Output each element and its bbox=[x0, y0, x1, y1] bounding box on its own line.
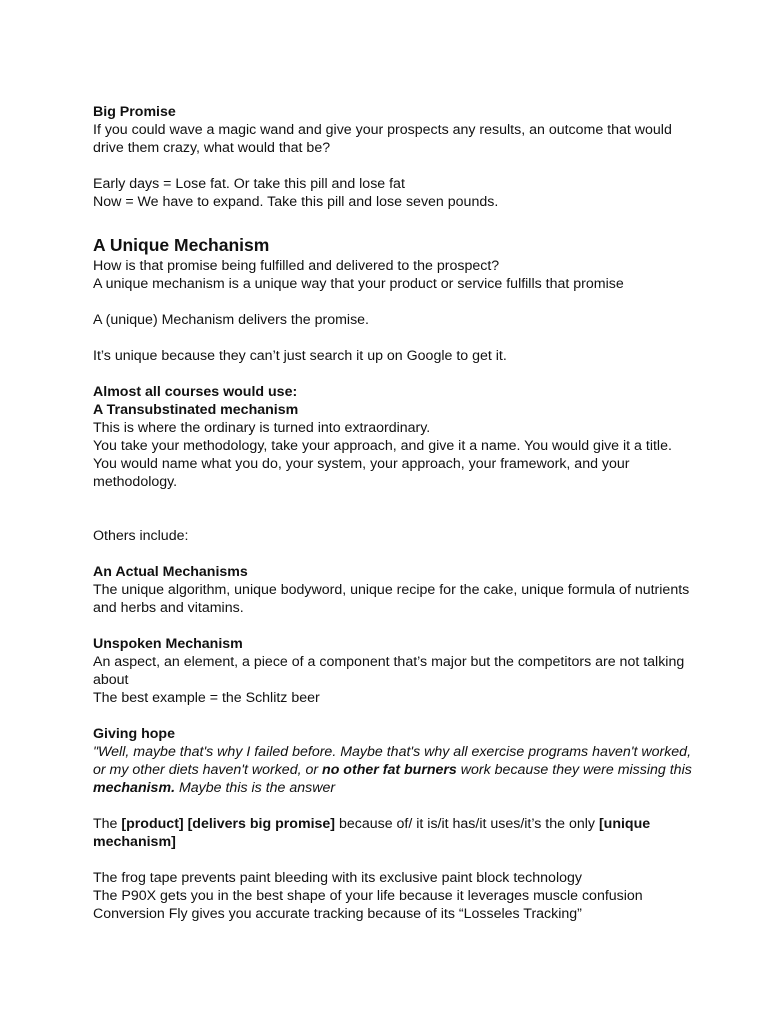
actual-mechanisms-heading: An Actual Mechanisms bbox=[93, 564, 248, 580]
giving-hope-quote bbox=[93, 743, 693, 797]
formula-part1: The bbox=[93, 816, 122, 832]
quote-bold-mechanism: mechanism. bbox=[93, 780, 176, 796]
giving-hope-heading: Giving hope bbox=[93, 726, 175, 742]
unique-mechanism-line1: How is that promise being fulfilled and delivered to the prospect? bbox=[93, 258, 500, 274]
others-intro: Others include: bbox=[93, 528, 189, 544]
courses-line2: You take your methodology, take your approach, and give it a name. You would give it a title. bbox=[93, 438, 672, 454]
quote-part3: work because they were missing this bbox=[456, 762, 692, 778]
quote-part1: "Well, maybe that's why I failed before. Maybe that's why all exercise programs haven't worked, or my other diets haven't worked, or bbox=[93, 744, 692, 778]
courses-line1: This is where the ordinary is turned into extraordinary. bbox=[93, 420, 431, 436]
unique-mechanism-heading: A Unique Mechanism bbox=[93, 235, 270, 255]
unspoken-mechanism-example: The best example = the Schlitz beer bbox=[93, 690, 320, 706]
big-promise-text: If you could wave a magic wand and give your prospects any results, an outcome that would drive them crazy, what would that be? bbox=[93, 122, 672, 156]
early-days-text: Early days = Lose fat. Or take this pill and lose fat bbox=[93, 176, 405, 192]
unspoken-mechanism-text: An aspect, an element, a piece of a component that’s major but the competitors are not talking about bbox=[93, 654, 685, 688]
unique-mechanism-line4: It’s unique because they can’t just search it up on Google to get it. bbox=[93, 348, 507, 364]
example-line: Conversion Fly gives you accurate tracking because of its “Losseles Tracking” bbox=[93, 906, 582, 922]
unspoken-mechanism-heading: Unspoken Mechanism bbox=[93, 636, 243, 652]
courses-subheading: A Transubstinated mechanism bbox=[93, 402, 299, 418]
now-text: Now = We have to expand. Take this pill and lose seven pounds. bbox=[93, 194, 499, 210]
formula-part3: because of/ it is/it has/it uses/it’s the only bbox=[335, 816, 599, 832]
unique-mechanism-line3: A (unique) Mechanism delivers the promise. bbox=[93, 312, 369, 328]
actual-mechanisms-text: The unique algorithm, unique bodyword, unique recipe for the cake, unique formula of nutrients and herbs and vitamins. bbox=[93, 582, 690, 616]
big-promise-heading: Big Promise bbox=[93, 104, 176, 120]
unique-mechanism-line2: A unique mechanism is a unique way that your product or service fulfills that promise bbox=[93, 276, 624, 292]
quote-bold-fat-burners: no other fat burners bbox=[322, 762, 457, 778]
courses-heading: Almost all courses would use: bbox=[93, 384, 298, 400]
example-line: The frog tape prevents paint bleeding with its exclusive paint block technology bbox=[93, 870, 582, 886]
formula-unique-mechanism: [unique mechanism] bbox=[93, 816, 651, 850]
courses-line3: You would name what you do, your system, your approach, your framework, and your methodology. bbox=[93, 456, 630, 490]
formula-line bbox=[93, 815, 693, 851]
quote-part5: Maybe this is the answer bbox=[175, 780, 336, 796]
example-line: The P90X gets you in the best shape of your life because it leverages muscle confusion bbox=[93, 888, 643, 904]
document-body bbox=[93, 103, 693, 923]
formula-product-promise: [product] [delivers big promise] bbox=[121, 816, 336, 832]
